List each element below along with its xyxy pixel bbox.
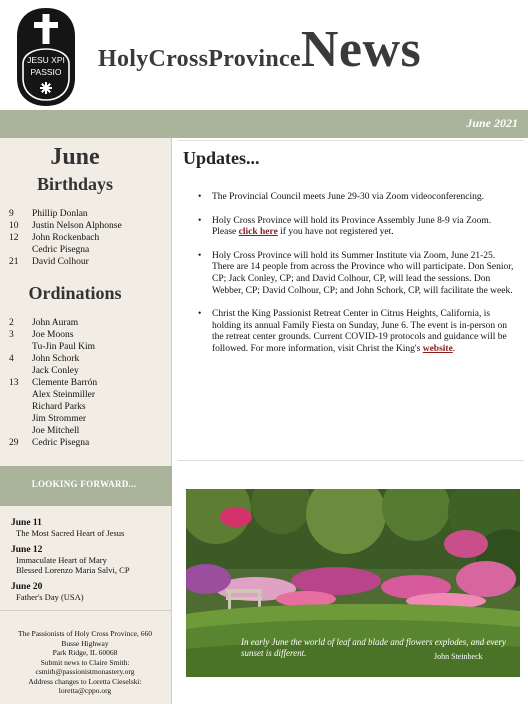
masthead [98,20,421,79]
events-list [11,518,169,609]
event-title: Father's Day (USA) [16,592,84,602]
logo-text-2: PASSIO [30,67,62,77]
event-date: June 11 [11,518,42,528]
ordinations-list [0,317,170,449]
looking-forward-heading: LOOKING FORWARD... [31,479,137,489]
logo-text-1: JESU XPI [27,55,65,65]
date-band [0,110,528,138]
list-item: Alex Steinmiller [32,390,96,400]
updates-list [196,192,514,368]
list-item: Cedric Pisegna [32,245,90,255]
update-item: • Holy Cross Province will hold its Province Assembly June 8-9 via Zoom. Please click here if you have not registered yet. [196,216,514,239]
list-item: Richard Parks [32,402,86,412]
list-item: 2 John Auram [9,318,79,328]
header [0,0,528,110]
birthdays-heading: Birthdays [36,174,114,194]
registration-link[interactable]: click here [238,227,278,238]
masthead-province: HolyCrossProvince [98,46,301,72]
looking-forward-band [0,466,172,506]
list-item: 29 Cedric Pisegna [9,438,90,448]
sidebar [0,138,172,704]
list-item: 9 Phillip Donlan [9,209,88,219]
list-item: 21 David Colhour [9,257,89,267]
event-date: June 20 [11,582,43,592]
garden-photo [186,489,520,677]
masthead-news: News [300,21,422,78]
list-item: 4 John Schork [9,354,80,364]
website-link[interactable]: website [422,343,453,354]
update-item: • The Provincial Council meets June 29-30 via Zoom videoconferencing. [196,192,514,204]
event-title: Immaculate Heart of Mary [16,555,107,565]
sidebar-month-title: June [50,144,100,170]
main-content [172,138,528,704]
event-title: The Most Sacred Heart of Jesus [16,528,125,538]
update-item: • Christ the King Passionist Retreat Center in Citrus Heights, California, is holding its annual Family Fiesta on Sunday, June 6. The event is in-person on the retreat center grounds. Current COVID-19 protocols and guidance will be followed. For more information, visit Christ the King's website. [196,309,514,355]
ordinations-heading: Ordinations [28,283,122,303]
list-item: Jim Strommer [32,414,87,424]
divider [178,460,524,461]
event-date: June 12 [11,545,43,555]
divider [178,140,524,141]
address-line: Busse Highway [61,638,109,648]
event-item [11,545,169,575]
list-item: 10 Justin Nelson Alphonse [9,221,122,231]
address-line: Submit news to Claire Smith: [40,657,130,667]
list-item: 3 Joe Moons [9,330,74,340]
news-email[interactable]: csmith@passionistmonastery.org [35,667,135,676]
photo-quote-author: John Steinbeck [434,652,483,661]
address-line: Park Ridge, IL 60068 [52,648,118,657]
event-title: Blessed Lorenzo Maria Salvi, CP [16,565,130,575]
issue-date: June 2021 [466,116,518,130]
list-item: Tu-Jin Paul Kim [32,342,95,352]
list-item: 12 John Rockenbach [9,233,100,243]
event-item [11,582,169,602]
list-item: 13 Clemente Barrón [9,378,98,388]
address-line: The Passionists of Holy Cross Province, 660 [18,629,152,638]
birthdays-list [0,208,170,268]
sidebar-divider [0,610,172,611]
list-item: Jack Conley [32,366,79,376]
photo-quote: In early June the world of leaf and blade and flowers explodes, and every sunset is different. [241,637,506,658]
event-item [11,518,169,538]
contact-address [0,629,170,696]
updates-heading: Updates... [183,148,260,168]
update-item: • Holy Cross Province will hold its Summer Institute via Zoom, June 21-25. There are 14 people from across the Province who will participate. Don Senior, CP; Jack Conley, CP; and David Colhour, CP, will lead the sessions. Don Webber, CP; David Colhour, CP; and John Schork, CP, will facilitate the week. [196,251,514,297]
list-item: Joe Mitchell [32,426,80,436]
address-line: Address changes to Loretta Cieselski: [28,676,142,686]
address-change-email[interactable]: loretta@cppo.org [58,686,112,695]
passionist-emblem-logo [13,6,79,108]
